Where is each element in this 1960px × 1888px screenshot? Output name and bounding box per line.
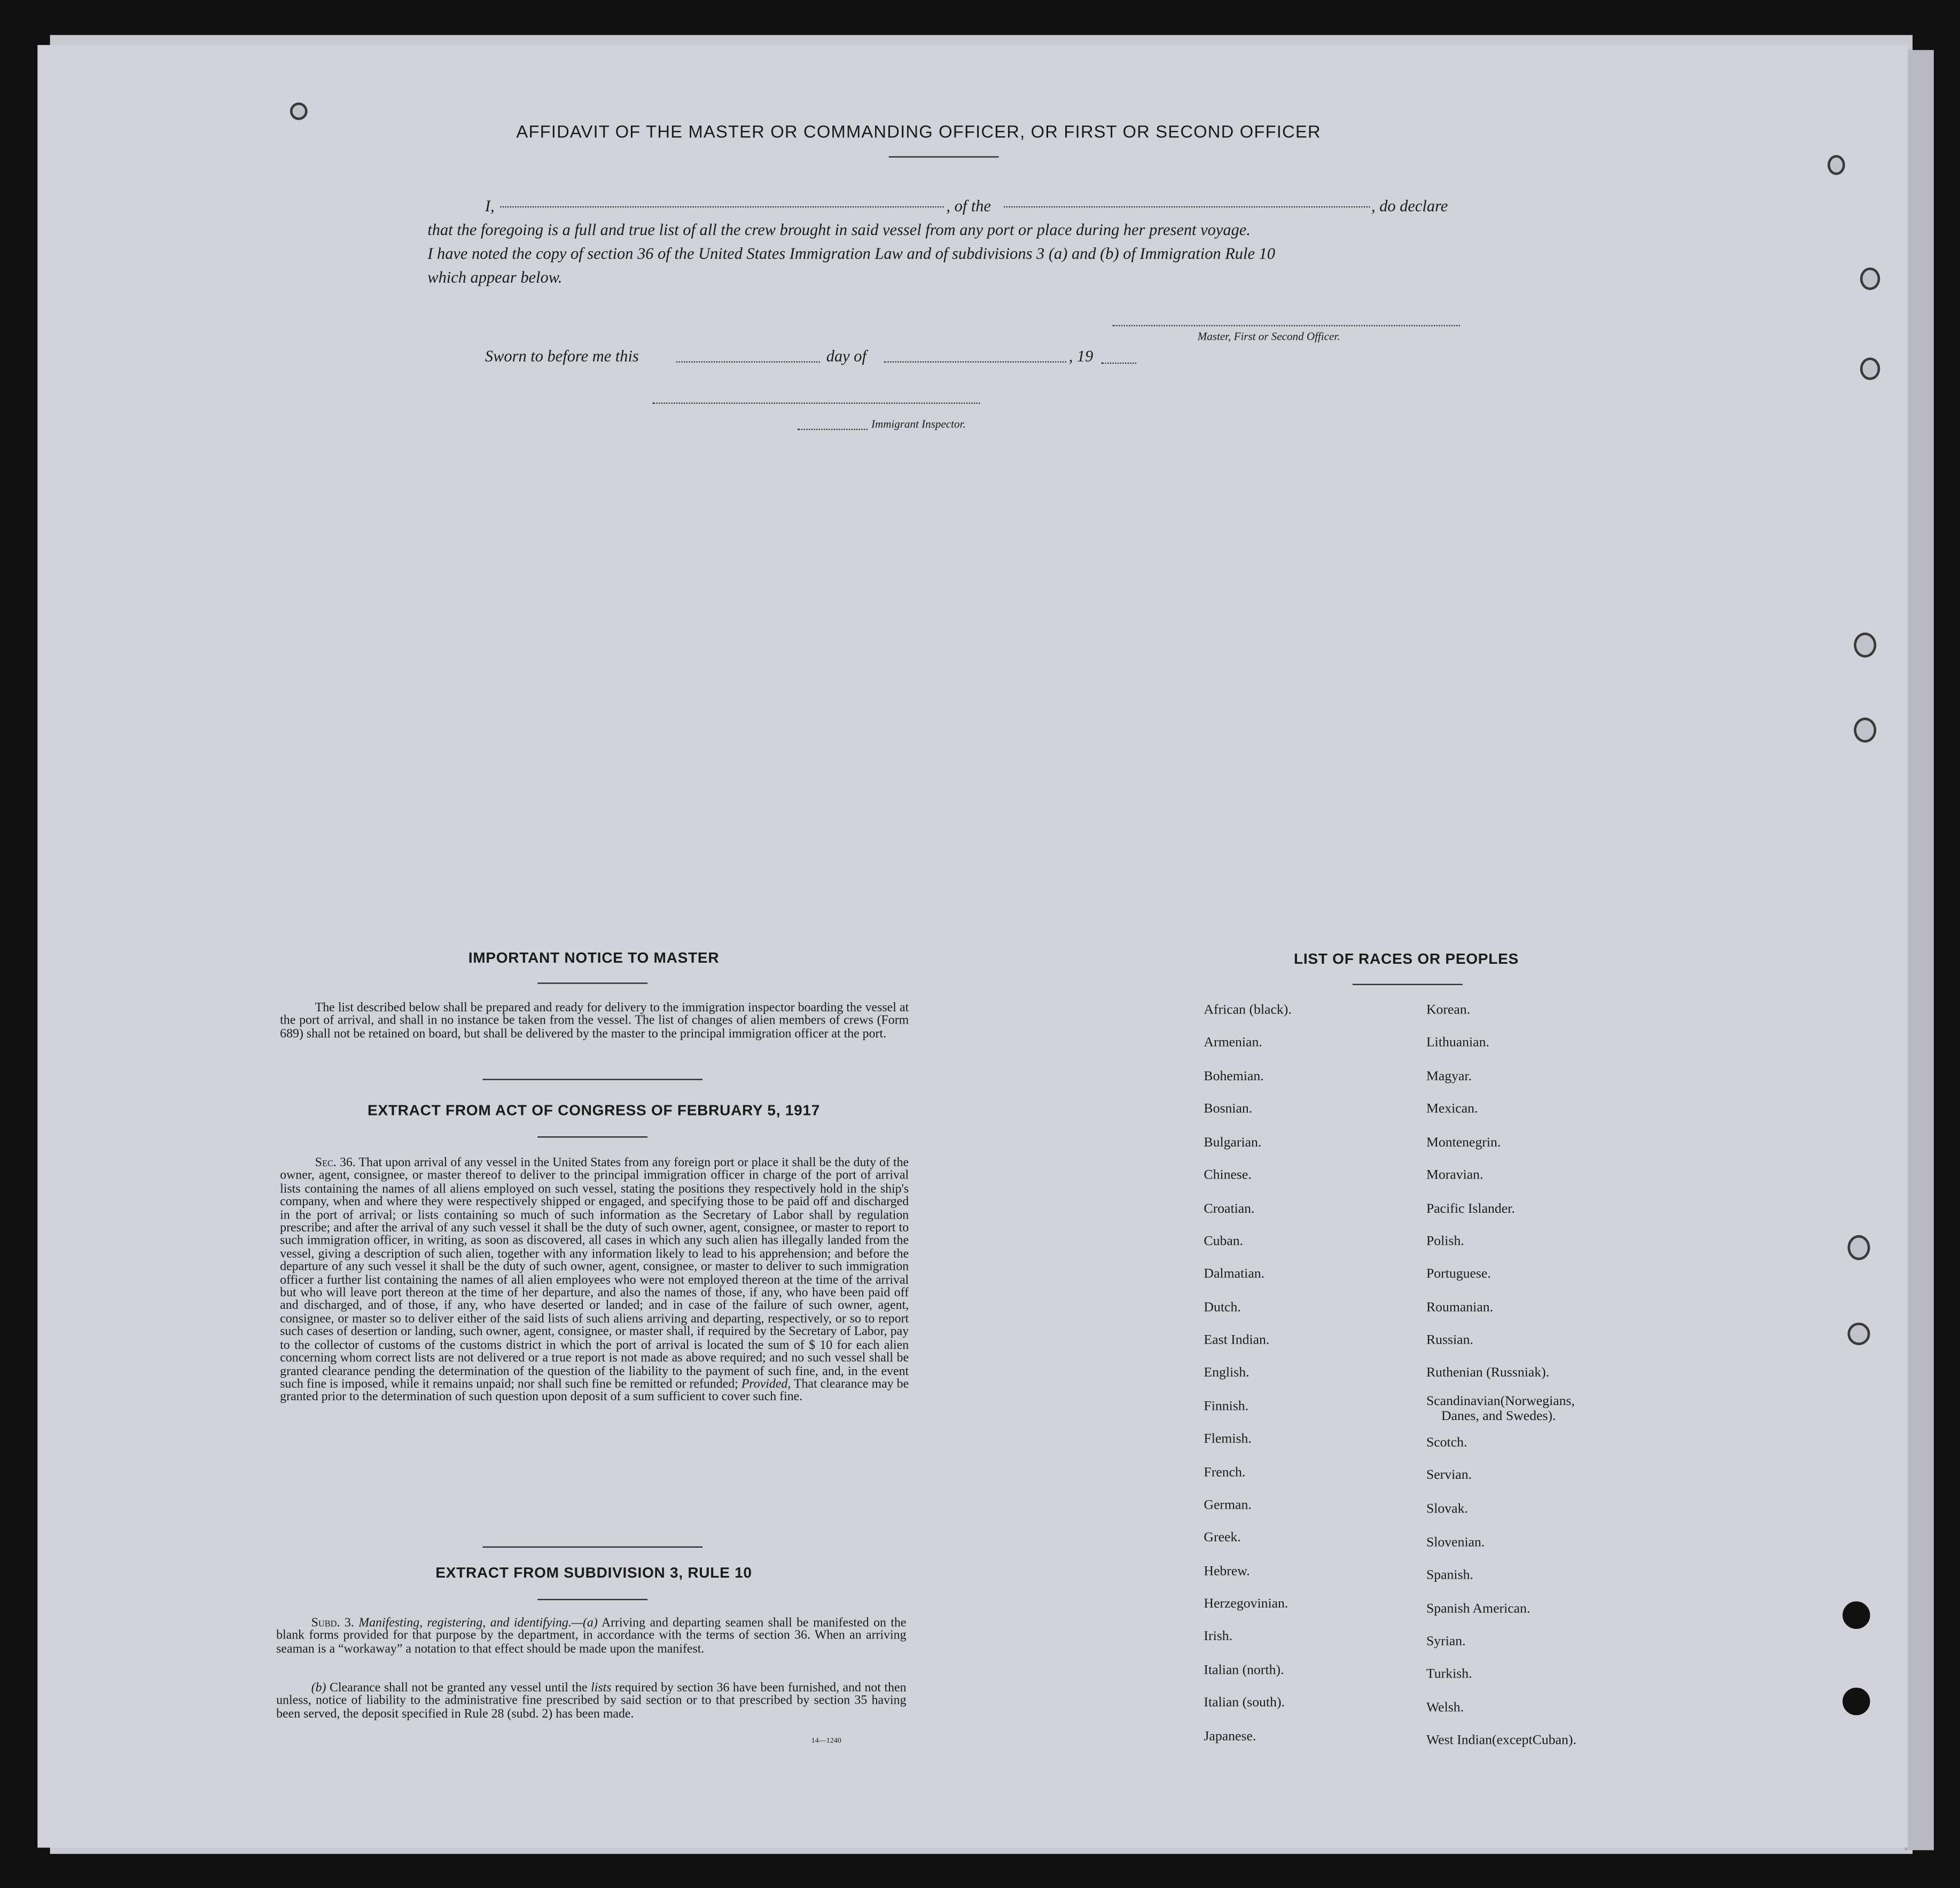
affidavit-line-2: that the foregoing is a full and true list of all the crew brought in said vessel from any port or place during her present voyage. (427, 220, 1251, 239)
race-item-continued: Danes, and Swedes). (1441, 1409, 1556, 1424)
subd-label: Subd. 3. (311, 1616, 354, 1630)
race-item: Italian (south). (1204, 1695, 1285, 1711)
race-item: Chinese. (1204, 1167, 1252, 1183)
race-item: Moravian. (1426, 1167, 1483, 1183)
divider (537, 1136, 647, 1137)
master-name-field[interactable] (500, 190, 944, 208)
race-item: Korean. (1426, 1002, 1471, 1018)
race-item: Welsh. (1426, 1700, 1464, 1715)
race-item: Japanese. (1204, 1729, 1256, 1744)
divider (482, 1547, 702, 1548)
sworn-year-prefix: , 19 (1068, 346, 1094, 365)
race-item: Armenian. (1204, 1035, 1262, 1050)
race-item: Montenegrin. (1426, 1135, 1501, 1150)
binder-hole (1860, 357, 1880, 380)
form-number: 14—1240 (811, 1737, 841, 1745)
binder-hole (1854, 717, 1876, 743)
sworn-day-of: day of (826, 346, 866, 365)
race-item: Dutch. (1204, 1300, 1241, 1315)
race-item: Irish. (1204, 1629, 1233, 1644)
race-item: Mexican. (1426, 1101, 1478, 1117)
affidavit-line-3: I have noted the copy of section 36 of the United States Immigration Law and of subdivisions 3 (a) and (b) of Immigration Rule 10 (427, 244, 1276, 263)
signature-label: Master, First or Second Officer. (1197, 330, 1340, 343)
notice-heading: IMPORTANT NOTICE TO MASTER (468, 949, 720, 966)
race-item: East Indian. (1204, 1332, 1270, 1348)
act-heading: EXTRACT FROM ACT OF CONGRESS OF FEBRUARY 5, 1917 (367, 1101, 821, 1119)
binder-hole (1854, 633, 1876, 658)
affidavit-line-4: which appear below. (427, 267, 563, 286)
sworn-label: Sworn to before me this (485, 346, 639, 365)
affidavit-i-label: I, (485, 196, 495, 215)
affidavit-of-the-label: , of the (946, 196, 991, 215)
page-edge (1905, 50, 1934, 1851)
vessel-name-field[interactable] (1004, 190, 1370, 208)
race-item: West Indian(exceptCuban). (1426, 1733, 1576, 1748)
b-text-1: Clearance shall not be granted any vessel until the (330, 1681, 588, 1696)
rule-subd-a-text (276, 1618, 906, 1657)
b-text-2: required by section 36 have been furnished, and not then unless, notice of liability to the administrative fine prescribed by said section or to that prescribed by section 35 having been served, the deposit specified in Rule 28 (subd. 2) has been made. (276, 1681, 907, 1721)
race-item: Slovak. (1426, 1501, 1468, 1517)
master-signature-field[interactable] (1113, 308, 1461, 326)
race-item: Finnish. (1204, 1399, 1249, 1414)
b-lists: lists (591, 1681, 612, 1696)
subd-title: Manifesting, registering, and identifying.—(a) (358, 1616, 598, 1630)
race-item: Ruthenian (Russniak). (1426, 1365, 1550, 1380)
act-text-before-proviso: That upon arrival of any vessel in the United States from any foreign port or place it shall be the duty of the owner, agent, consignee, or master thereof to deliver to the principal immigration officer in charge of the port of arrival lists containing the names of all aliens employed on such vessel, stating the positions they respectively hold in the ship's company, when and where they were respectively shipped or engaged, and specifying those to be paid off and discharged in the port of arrival; or lists containing so much of such information as the Secretary of Labor shall by regulation prescribe; and after the arrival of any such vessel it shall be the duty of such owner, agent, consignee, or master to report to such immigration officer, in writing, as soon as discovered, all cases in which any such alien has illegally landed from the vessel, giving a description of such alien, together with any information likely to lead to his apprehension; and before the departure of any such vessel it shall be the duty of such owner, agent, consignee, or master to deliver to such immigration officer a further list containing the names of all alien employees who were not employed thereon at the time of the arrival but who will leave port thereon at the time of her departure, and also the names of those, if any, who have been paid off and discharged, and of those, if any, who have deserted or landed; and in case of the failure of such owner, agent, consignee, or master so to deliver either of the said lists of such aliens arriving and departing, respectively, or so to report such cases of desertion or landing, such owner, agent, consignee, or master shall, if required by the Secretary of Labor, pay to the collector of customs of the customs district in which the port of arrival is located the sum of $ 10 for each alien concerning whom correct lists are not delivered or a true report is not made as above required; and no such vessel shall be granted clearance pending the determination of the question of the liability to the payment of such fine, and, in the event such fine is imposed, while it remains unpaid; nor shall such fine be remitted or refunded; (280, 1156, 909, 1392)
binder-hole (1848, 1323, 1870, 1345)
act-section-36-text (280, 1158, 909, 1405)
sworn-month-field[interactable] (884, 345, 1066, 363)
race-item: Croatian. (1204, 1201, 1255, 1216)
race-item: Magyar. (1426, 1068, 1472, 1084)
binder-hole (1848, 1235, 1870, 1260)
race-item: Dalmatian. (1204, 1266, 1265, 1282)
b-label: (b) (311, 1681, 326, 1696)
binder-hole (1828, 155, 1845, 175)
inspector-dots (798, 416, 868, 430)
race-item: Flemish. (1204, 1431, 1252, 1447)
race-item: Spanish. (1426, 1567, 1473, 1583)
race-item: Portuguese. (1426, 1266, 1491, 1282)
race-item: Turkish. (1426, 1666, 1472, 1682)
binder-hole (290, 103, 308, 120)
race-item: English. (1204, 1365, 1250, 1380)
race-item: Lithuanian. (1426, 1035, 1489, 1050)
affidavit-do-declare: , do declare (1371, 196, 1448, 215)
races-heading: LIST OF RACES OR PEOPLES (1294, 950, 1519, 968)
race-item: Herzegovinian. (1204, 1596, 1289, 1612)
race-item: Hebrew. (1204, 1564, 1250, 1579)
race-item: Roumanian. (1426, 1300, 1494, 1315)
divider (889, 157, 999, 158)
binder-hole (1860, 268, 1880, 290)
sworn-day-field[interactable] (676, 345, 820, 363)
race-item: Bulgarian. (1204, 1135, 1262, 1150)
divider (1353, 984, 1463, 985)
race-item: African (black). (1204, 1002, 1292, 1018)
affidavit-title: AFFIDAVIT OF THE MASTER OR COMMANDING OFFICER, OR FIRST OR SECOND OFFICER (516, 121, 1321, 142)
subd-text: Arriving and departing seamen shall be manifested on the blank forms provided for that purpose by the department, in accordance with the terms of section 36. When an arriving seaman is a “workaway” a notation to that effect should be made upon the manifest. (276, 1616, 907, 1657)
race-item: French. (1204, 1465, 1246, 1480)
sec-label: Sec. 36. (315, 1156, 356, 1171)
race-item: Spanish American. (1426, 1601, 1530, 1617)
act-proviso: Provided, (741, 1377, 791, 1392)
race-item: Russian. (1426, 1332, 1473, 1348)
race-item: Greek. (1204, 1530, 1241, 1546)
race-item: Scandinavian(Norwegians, (1426, 1394, 1575, 1409)
race-item: Bohemian. (1204, 1068, 1264, 1084)
inspector-label: Immigrant Inspector. (871, 417, 966, 430)
rule-heading: EXTRACT FROM SUBDIVISION 3, RULE 10 (435, 1564, 752, 1582)
binder-hole (1842, 1602, 1870, 1629)
race-item: Slovenian. (1426, 1535, 1485, 1550)
race-item: Italian (north). (1204, 1663, 1284, 1678)
act-text-after-proviso: That clearance may be granted prior to the determination of such question upon deposit of a sum sufficient to cover such fine. (280, 1377, 909, 1405)
race-item: Scotch. (1426, 1435, 1467, 1450)
divider (537, 1599, 647, 1600)
divider (482, 1079, 702, 1080)
notice-text: The list described below shall be prepared and ready for delivery to the immigration inspector boarding the vessel at the port of arrival, and shall in no instance be taken from the vessel. The list of changes of alien members of crews (Form 689) shall not be retained on board, but shall be delivered by the master to the principal immigration officer at the port. (280, 1001, 909, 1041)
binder-hole (1842, 1688, 1870, 1715)
race-item: Pacific Islander. (1426, 1201, 1515, 1216)
race-item: German. (1204, 1497, 1252, 1513)
sworn-year-field[interactable] (1102, 348, 1137, 364)
divider (537, 982, 647, 984)
race-item: Syrian. (1426, 1634, 1466, 1649)
rule-subd-b-text (276, 1683, 906, 1722)
inspector-signature-field[interactable] (652, 386, 980, 404)
race-item: Polish. (1426, 1234, 1464, 1249)
race-item: Bosnian. (1204, 1101, 1253, 1117)
race-item: Cuban. (1204, 1234, 1244, 1249)
race-item: Servian. (1426, 1468, 1472, 1483)
